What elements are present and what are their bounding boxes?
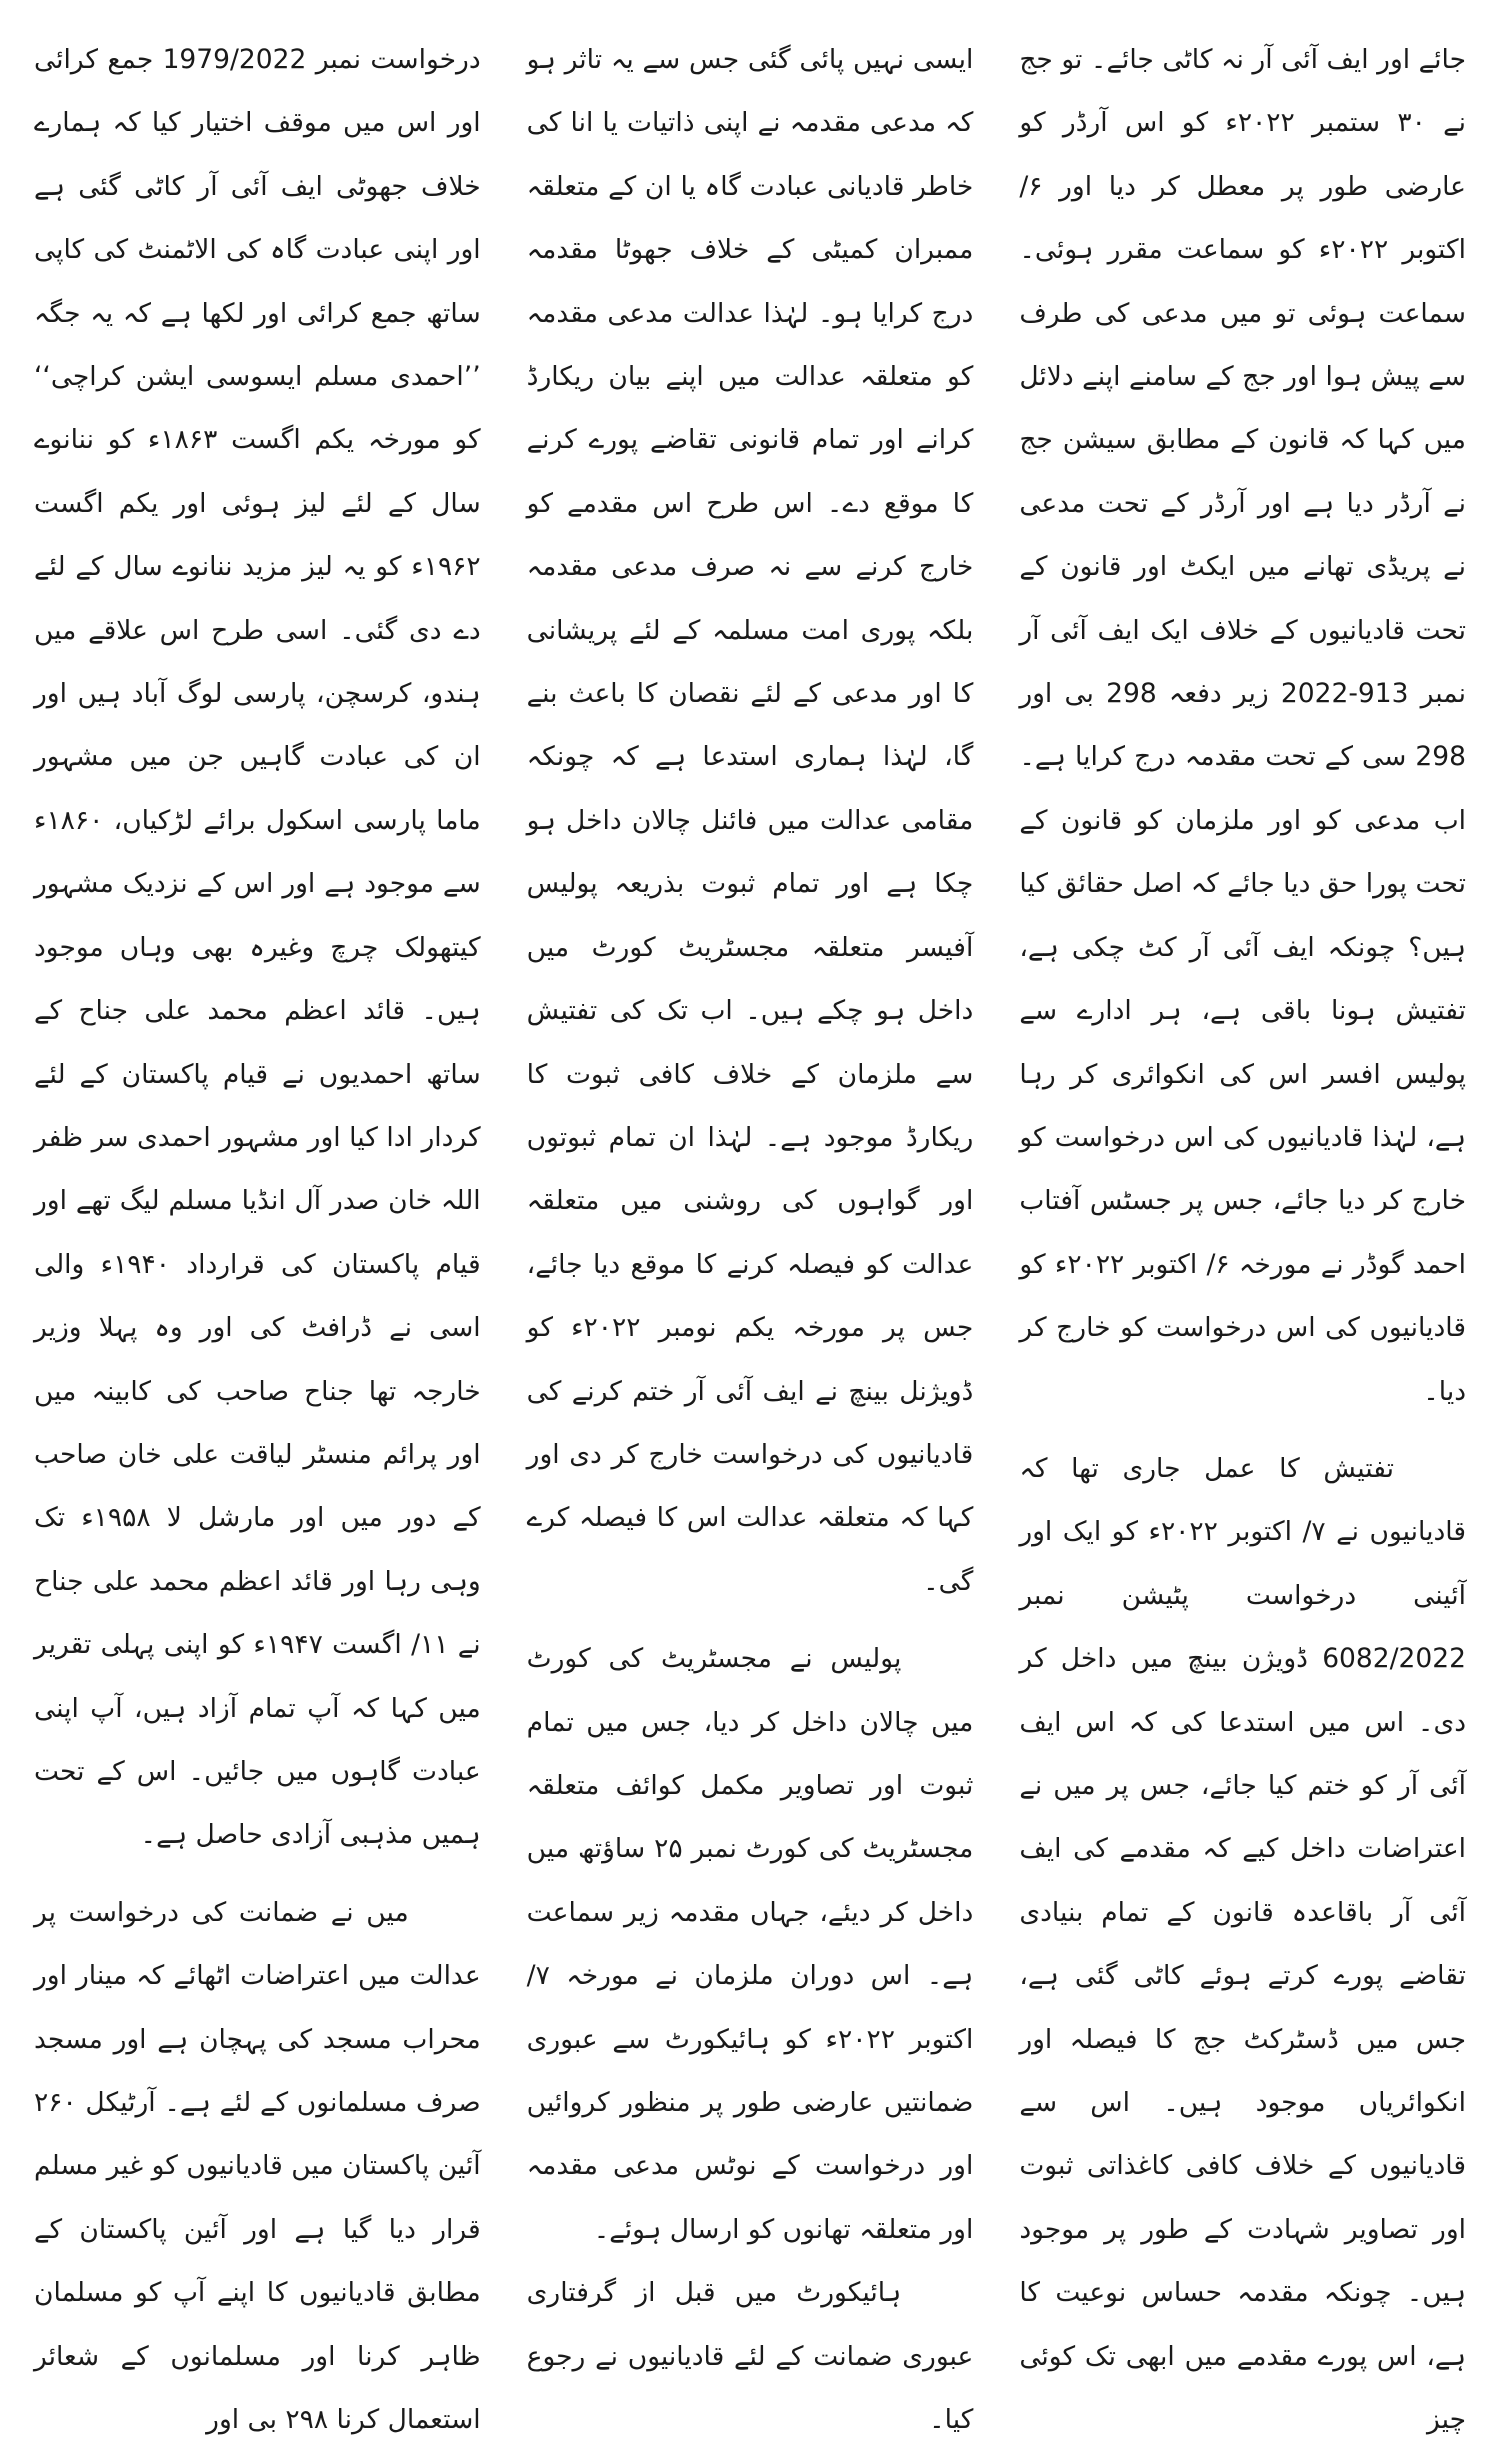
column-right <box>1019 28 1467 2436</box>
paragraph: پولیس نے مجسٹریٹ کی کورٹ میں چالان داخل کر دیا، جس میں تمام ثبوت اور تصاویر مکمل کوائف متعلقہ مجسٹریٹ کی کورٹ نمبر ۲۵ ساؤتھ میں داخل کر دیئے، جہاں مقدمہ زیر سماعت ہے۔ اس دوران ملزمان نے مورخہ ۷/ اکتوبر ۲۰۲۲ء کو ہائیکورٹ سے عبوری ضمانتیں عارضی طور پر منظور کروائیں اور درخواست کے نوٹس مدعی مقدمہ اور متعلقہ تھانوں کو ارسال ہوئے۔ <box>526 1643 974 2245</box>
column-left <box>33 28 481 2436</box>
paragraph: ہائیکورٹ میں قبل از گرفتاری عبوری ضمانت کے لئے قادیانیوں نے رجوع کیا۔ <box>526 2277 974 2436</box>
paragraph: میں نے ضمانت کی درخواست پر عدالت میں اعتراضات اٹھائے کہ مینار اور محراب مسجد کی پہچان ہے اور مسجد صرف مسلمانوں کے لئے ہے۔ آرٹیکل ۲۶۰ آئین پاکستان میں قادیانیوں کو غیر مسلم قرار دیا گیا ہے اور آئین پاکستان کے مطابق قادیانیوں کا اپنے آپ کو مسلمان ظاہر کرنا اور مسلمانوں کے شعائر استعمال کرنا ۲۹۸ بی اور <box>33 1896 481 2436</box>
paragraph: تفتیش کا عمل جاری تھا کہ قادیانیوں نے ۷/ اکتوبر ۲۰۲۲ء کو ایک اور آئینی درخواست پٹیشن نمبر 6082/2022 ڈویژن بینچ میں داخل کر دی۔ اس میں استدعا کی کہ اس ایف آئی آر کو ختم کیا جائے، جس پر میں نے اعتراضات داخل کیے کہ مقدمے کی ایف آئی آر باقاعدہ قانون کے تمام بنیادی تقاضے پورے کرتے ہوئے کاٹی گئی ہے، جس میں ڈسٹرکٹ جج کا فیصلہ اور انکوائریاں موجود ہیں۔ اس سے قادیانیوں کے خلاف کافی کاغذاتی ثبوت اور تصاویر شہادت کے طور پر موجود ہیں۔ چونکہ مقدمہ حساس نوعیت کا ہے، اس پورے مقدمے میں ابھی تک کوئی چیز <box>1019 1452 1467 2436</box>
paragraph: درخواست نمبر 1979/2022 جمع کرائی اور اس میں موقف اختیار کیا کہ ہمارے خلاف جھوٹی ایف آئی آر کاٹی گئی ہے اور اپنی عبادت گاہ کی الاٹمنٹ کی کاپی ساتھ جمع کرائی اور لکھا ہے کہ یہ جگہ ’’احمدی مسلم ایسوسی ایشن کراچی‘‘ کو مورخہ یکم اگست ۱۸۶۳ء کو ننانوے سال کے لئے لیز ہوئی اور یکم اگست ۱۹۶۲ء کو یہ لیز مزید ننانوے سال کے لئے دے دی گئی۔ اسی طرح اس علاقے میں ہندو، کرسچن، پارسی لوگ آباد ہیں اور ان کی عبادت گاہیں جن میں مشہور ماما پارسی اسکول برائے لڑکیاں، ۱۸۶۰ء سے موجود ہے اور اس کے نزدیک مشہور کیتھولک چرچ وغیرہ بھی وہاں موجود ہیں۔ قائد اعظم محمد علی جناح کے ساتھ احمدیوں نے قیام پاکستان کے لئے کردار ادا کیا اور مشہور احمدی سر ظفر اللہ خان صدر آل انڈیا مسلم لیگ تھے اور قیام پاکستان کی قرارداد ۱۹۴۰ء والی اسی نے ڈرافٹ کی اور وہ پہلا وزیر خارجہ تھا جناح صاحب کی کابینہ میں اور پرائم منسٹر لیاقت علی خان صاحب کے دور میں اور مارشل لا ۱۹۵۸ء تک وہی رہا اور قائد اعظم محمد علی جناح نے ۱۱/ اگست ۱۹۴۷ء کو اپنی پہلی تقریر میں کہا کہ آپ تمام آزاد ہیں، آپ اپنی عبادت گاہوں میں جائیں۔ اس کے تحت ہمیں مذہبی آزادی حاصل ہے۔ <box>33 44 481 1851</box>
column-middle <box>526 28 974 2436</box>
paragraph: جائے اور ایف آئی آر نہ کاٹی جائے۔ تو جج نے ۳۰ ستمبر ۲۰۲۲ء کو اس آرڈر کو عارضی طور پر معطل کر دیا اور ۶/ اکتوبر ۲۰۲۲ء کو سماعت مقرر ہوئی۔ سماعت ہوئی تو میں مدعی کی طرف سے پیش ہوا اور جج کے سامنے اپنے دلائل میں کہا کہ قانون کے مطابق سیشن جج نے آرڈر دیا ہے اور آرڈر کے تحت مدعی نے پریڈی تھانے میں ایکٹ اور قانون کے تحت قادیانیوں کے خلاف ایک ایف آئی آر نمبر 913-2022 زیر دفعہ 298 بی اور 298 سی کے تحت مقدمہ درج کرایا ہے۔ اب مدعی کو اور ملزمان کو قانون کے تحت پورا حق دیا جائے کہ اصل حقائق کیا ہیں؟ چونکہ ایف آئی آر کٹ چکی ہے، تفتیش ہونا باقی ہے، ہر ادارے سے پولیس افسر اس کی انکوائری کر رہا ہے، لہٰذا قادیانیوں کی اس درخواست کو خارج کر دیا جائے، جس پر جسٹس آفتاب احمد گوڈر نے مورخہ ۶/ اکتوبر ۲۰۲۲ء کو قادیانیوں کی اس درخواست کو خارج کر دیا۔ <box>1019 44 1466 1407</box>
paragraph: ایسی نہیں پائی گئی جس سے یہ تاثر ہو کہ مدعی مقدمہ نے اپنی ذاتیات یا انا کی خاطر قادیانی عبادت گاہ یا ان کے متعلقہ ممبران کمیٹی کے خلاف جھوٹا مقدمہ درج کرایا ہو۔ لہٰذا عدالت مدعی مقدمہ کو متعلقہ عدالت میں اپنے بیان ریکارڈ کرانے اور تمام قانونی تقاضے پورے کرنے کا موقع دے۔ اس طرح اس مقدمے کو خارج کرنے سے نہ صرف مدعی مقدمہ بلکہ پوری امت مسلمہ کے لئے پریشانی کا اور مدعی کے لئے نقصان کا باعث بنے گا، لہٰذا ہماری استدعا ہے کہ چونکہ مقامی عدالت میں فائنل چالان داخل ہو چکا ہے اور تمام ثبوت بذریعہ پولیس آفیسر متعلقہ مجسٹریٹ کورٹ میں داخل ہو چکے ہیں۔ اب تک کی تفتیش سے ملزمان کے خلاف کافی ثبوت کا ریکارڈ موجود ہے۔ لہٰذا ان تمام ثبوتوں اور گواہوں کی روشنی میں متعلقہ عدالت کو فیصلہ کرنے کا موقع دیا جائے، جس پر مورخہ یکم نومبر ۲۰۲۲ء کو ڈویژنل بینچ نے ایف آئی آر ختم کرنے کی قادیانیوں کی درخواست خارج کر دی اور کہا کہ متعلقہ عدالت اس کا فیصلہ کرے گی۔ <box>526 44 974 1597</box>
